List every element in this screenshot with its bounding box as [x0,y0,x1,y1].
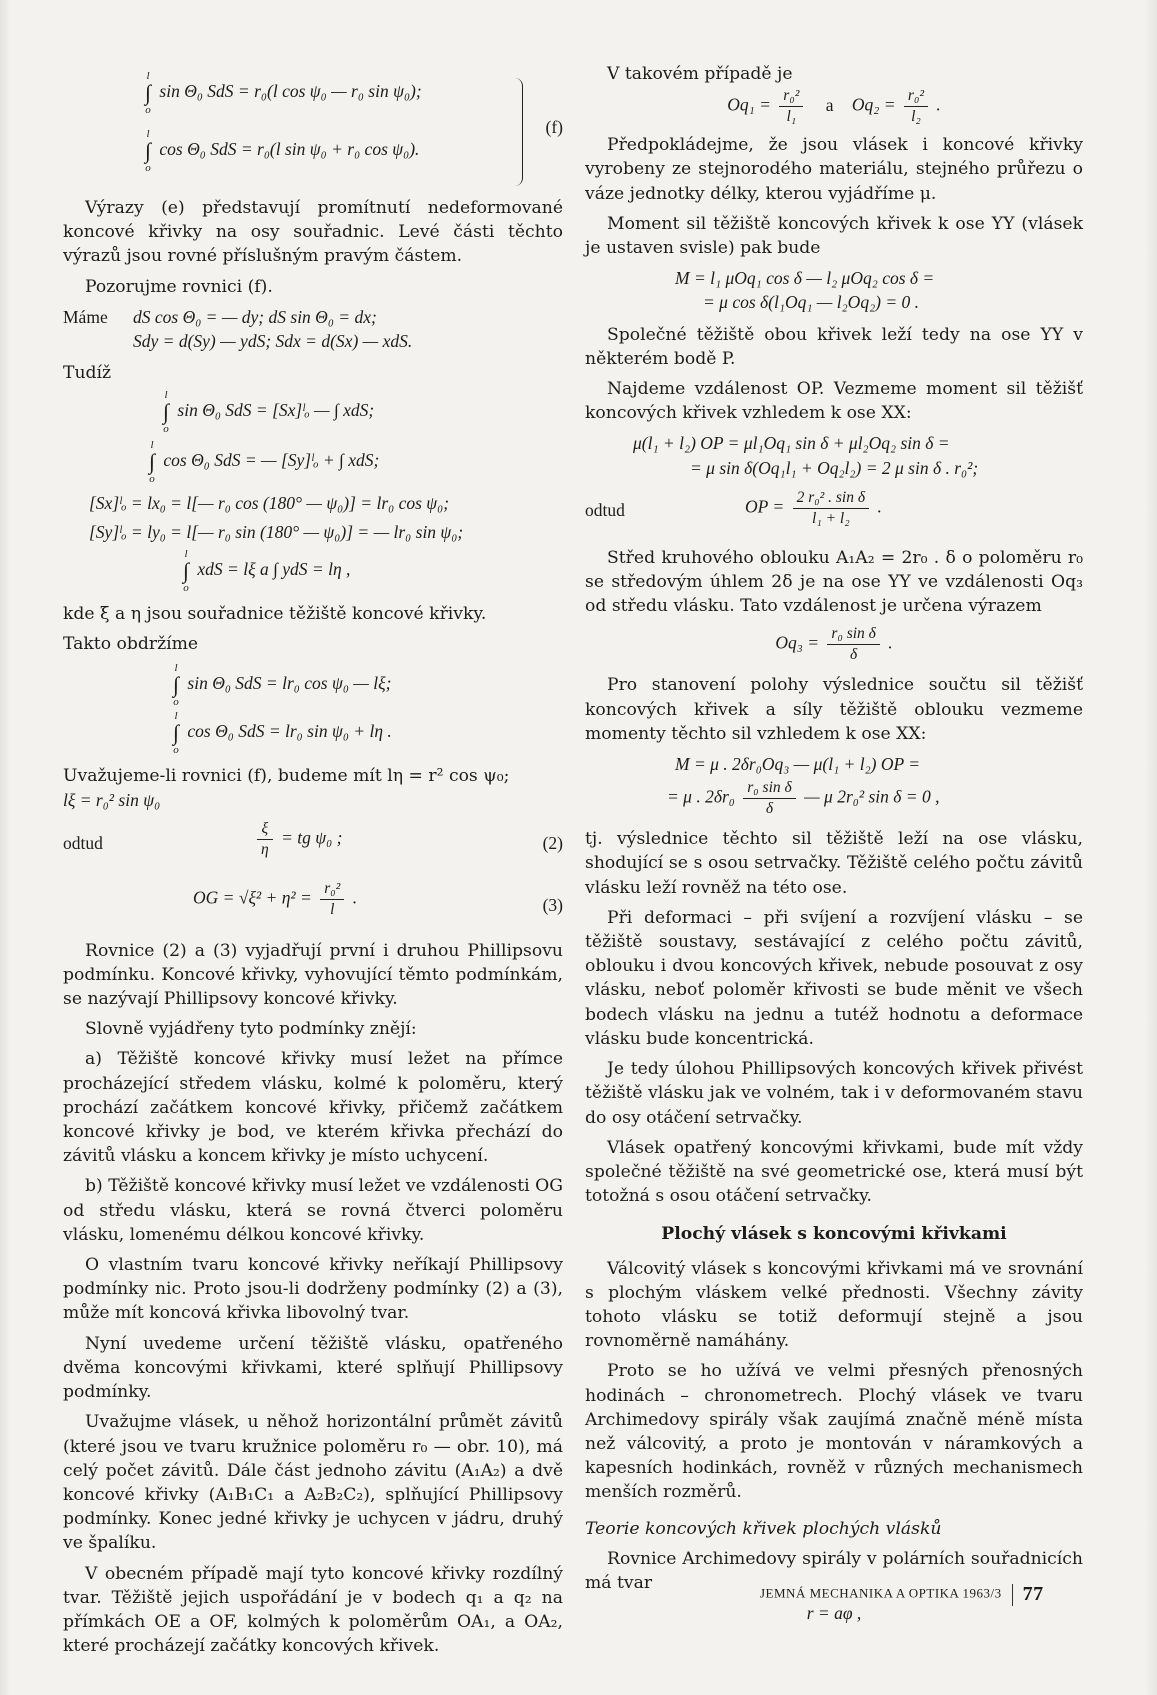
equation-line: sin Θ₀ SdS = lr₀ cos ψ₀ — lξ; [187,673,392,694]
equation-obtain [63,662,563,756]
equation-moment-yy [585,266,1083,314]
equation-tag-f: (f) [545,117,563,137]
equation-line: cos Θ₀ SdS = — [Sy]ˡₒ + ∫ xdS; [163,450,380,471]
paragraph: Proto se ho užívá ve velmi přesných přenosných hodinách – chronometrech. Plochý vlásek ve tvaru Archimedovy spirály však zaujímá značně méně místa než válcovitý, a proto je montován v náramkových a kapesních hodinkách, rovněž v různých mechanismech menších rozměrů. [585,1361,1083,1503]
paragraph: Pro stanovení polohy výslednice součtu sil těžišť koncových křivek a síly těžiště oblouku vezmeme momenty těchto sil vzhledem k ose XX: [585,675,1083,744]
page-edge-left [0,0,10,1695]
equation-3: OG = √ξ² + η² = $\frac{\text{r₀²}}{l}$ . (3) [193,879,563,918]
equation-line: OG = √ξ² + η² = [193,887,312,908]
integral-sign: l ∫ o [145,70,152,116]
paragraph: Moment sil těžiště koncových křivek k ose YY (vlásek je ustaven svisle) pak bude [585,213,1083,259]
equation-line: [Sy]ˡₒ = ly₀ = l[— r₀ sin (180° — ψ₀)] = — lr₀ sin ψ₀; [89,521,464,542]
paragraph: V takovém případě je [607,64,793,84]
equation-line: Oq₁ = [727,94,771,115]
paragraph: Střed kruhového oblouku A₁A₂ = 2r₀ . δ o poloměru r₀ se středovým úhlem 2δ je na ose YY ve vzdálenosti Oq₃ od středu vlásku. Tato vzdálenost je určena výrazem [585,547,1083,617]
fraction: $\frac{\text{r₀ sin δ}}{\delta}$ [743,778,795,819]
paragraph: b) Těžiště koncové křivky musí ležet ve vzdálenosti OG od středu vlásku, která se rovná čtverci poloměru vlásku, lomenému délkou koncové křivky. [63,1176,563,1245]
integral-sign: l ∫ o [163,389,170,436]
equation-f [63,70,563,188]
paragraph: Válcovitý vlásek s koncovými křivkami má ve srovnání s plochým vláskem velké přednosti. Všechny závity tohoto vlásku se totiž deformují stejně a jsou rovnoměrně namáhány. [585,1258,1083,1352]
equation-line: μ(l₁ + l₂) OP = μl₁Oq₁ sin δ + μl₂Oq₂ sin δ = [633,433,950,454]
equation-moment-xx [585,752,1083,819]
paragraph: Předpokládejme, že jsou vlásek i koncové křivky vyrobeny ze stejnorodého materiálu, stejného průřezu o váze jednotky délky, kterou vyjádříme μ. [585,135,1083,204]
section-heading: Plochý vlásek s koncovými křivkami [661,1224,1007,1245]
paragraph: Nyní uvedeme určení těžiště vlásku, opatřeného dvěma koncovými křivkami, které splňují Phillipsovy podmínky. [63,1333,563,1403]
equation-line: = μ cos δ(l₁Oq₁ — l₂Oq₂) = 0 . [703,292,920,313]
equation-line: a [825,94,834,115]
integral-sign: l ∫ o [173,710,180,757]
paragraph: Při deformaci – při svíjení a rozvíjení vlásku – se těžiště soustavy, sestávající z celého počtu závitů, oblouku i dvou koncových křivek, nebude posouvat z osy vlásku, neboť poloměr křivosti se bude měnit ve všech bodech vlásku na jednu a tutéž hodnotu a deformace vlásku bude koncentrická. [585,907,1083,1049]
paragraph: Výrazy (e) představují promítnutí nedeformované koncové křivky na osy souřadnic. Levé části těchto výrazů jsou rovné příslušným pravým částem. [63,198,563,267]
paragraph: Uvažujme vlásek, u něhož horizontální průmět závitů (které jsou ve tvaru kružnice poloměru r₀ — obr. 10), má celý počet závitů. Dále část jednoho závitu (A₁A₂) a dvě koncové křivky (A₁B₁C₁ a A₂B₂C₂), splňující Phillipsovy podmínky. Konec jedné křivky je uchycen v jádru, druhý ve špalíku. [63,1412,563,1554]
integral-sign: l ∫ o [149,439,156,486]
page-number: 77 [1022,1583,1044,1605]
equation-tudiz [63,389,563,593]
paragraph: Slovně vyjádřeny tyto podmínky znějí: [85,1019,417,1040]
equation-line: [Sx]ˡₒ = lx₀ = l[— r₀ cos (180° — ψ₀)] = lr₀ cos ψ₀; [89,493,450,514]
equation-line: Oq₂ = [851,94,896,115]
equation-line: sin Θ₀ SdS = [Sx]ˡₒ — ∫ xdS; [177,400,375,421]
fraction: $\frac{\text{r₀²}}{\text{l₂}}$ [904,86,928,127]
integral-sign: l ∫ o [173,662,180,709]
equation-oq3: Oq₃ = $\frac{\text{r₀ sin δ}}{\delta}$ . [775,625,893,664]
fraction: $\frac{\text{r₀ sin δ}}{\delta}$ [827,624,879,665]
fraction: $\frac{\text{r₀²}}{l}$ [320,879,344,920]
paragraph: Vlásek opatřený koncovými křivkami, bude mít vždy společné těžiště na své geometrické ose, která musí být totožná s osou otáčení setrvačky. [585,1137,1083,1207]
fraction: $\frac{\text{r₀²}}{\text{l₁}}$ [779,86,803,127]
paragraph: O vlastním tvaru koncové křivky neříkají Phillipsovy podmínky nic. Proto jsou-li dodrženy podmínky (2) a (3), může mít koncová křivka libovolný tvar. [63,1255,563,1324]
paragraph: Je tedy úlohou Phillipsových koncových křivek přivést těžiště vlásku jak ve volném, tak i v deformovaném stavu do osy otáčení setrvačky. [585,1059,1083,1128]
paragraph: Najdeme vzdálenost OP. Vezmeme moment sil těžišť koncových křivek vzhledem k ose XX: [585,379,1083,424]
equation-case: Oq₁ = $\frac{\text{r₀²}}{\text{l₁}}$ a Oq₂ = $\frac{\text{r₀²}}{\text{l₂}}$ . [727,87,941,126]
paragraph: kde ξ a η jsou souřadnice těžiště koncové křivky. [63,603,487,624]
equation-line: M = l₁ μOq₁ cos δ — l₂ μOq₂ cos δ = [675,268,935,289]
paragraph: a) Těžiště koncové křivky musí ležet na přímce procházející středem vlásku, kolmé k poloměru, který prochází začátkem koncové křivky, přičemž začátkem koncové křivky je bod, ve kterém křivka přechází do závitů vlásku a koncem křivky je místo uchycení. [63,1049,563,1167]
equation-tag-3: (3) [542,894,563,915]
page-footer [760,1583,1044,1606]
equation-line: OP = [745,496,785,517]
equation-tag-2: (2) [542,832,563,853]
footer-divider [1012,1584,1013,1606]
equation-line: cos Θ₀ SdS = lr₀ sin ψ₀ + lη . [187,721,392,742]
label-mame: Máme [63,306,108,327]
paragraph: Rovnice (2) a (3) vyjadřují první i druhou Phillipsovu podmínku. Koncové křivky, vyhovující těmto podmínkám, se nazývají Phillipsovy koncové křivky. [63,940,563,1010]
page-edge-right [1145,0,1157,1695]
equation-mame [63,305,563,353]
equation-line: Oq₃ = [775,632,820,653]
paragraph: V obecném případě mají tyto koncové křivky rozdílný tvar. Těžiště jejich uspořádání je v bodech q₁ a q₂ na přímkách OE a OF, kolmých k poloměrům OA₁, a OA₂, které procházejí začátky koncových křivek. [63,1563,563,1657]
equation-spiral: r = aφ , [806,1603,862,1624]
equation-f-line1: sin Θ₀ SdS = r₀(l cos ψ₀ — r₀ sin ψ₀); [159,81,422,102]
integral-sign: l ∫ o [183,547,190,594]
fraction: $\frac{\xi}{\eta}$ [257,819,273,860]
equation-line: M = μ . 2δr₀Oq₃ — μ(l₁ + l₂) OP = [675,754,921,775]
right-column [585,62,1083,1633]
equation-line: dS cos Θ₀ = — dy; dS sin Θ₀ = dx; [133,306,377,327]
equation-op [585,431,1083,479]
equation-line: lξ = r₀² sin ψ₀ [63,790,161,811]
paragraph: Pozorujme rovnici (f). [85,276,273,297]
label-tudiz: Tudíž [63,363,112,384]
equation-2 [63,819,563,867]
equation-line: — μ 2r₀² sin δ = 0 , [804,786,940,807]
integral-sign: l ∫ o [145,128,152,174]
subsection-heading: Teorie koncových křivek plochých vlásků [585,1518,942,1539]
equation-f-line2: cos Θ₀ SdS = r₀(l sin ψ₀ + r₀ cos ψ₀). [159,139,420,160]
fraction: $\frac{\text{2 r₀² . sin δ}}{\text{l₁ + l₂}}$ [793,488,870,529]
label-odtud: odtud [63,832,103,853]
brace [512,78,523,186]
paragraph: Uvažujeme-li rovnici (f), budeme mít lη = r² cos ψ₀; [63,766,510,787]
paragraph: Rovnice Archimedovy spirály v polárních souřadnicích má tvar [585,1548,1083,1593]
paragraph: Společné těžiště obou křivek leží tedy na ose YY v některém bodě P. [585,324,1083,369]
equation-line: = tg ψ₀ ; [281,827,343,848]
equation-line: xdS = lξ a ∫ ydS = lη , [197,558,351,579]
paragraph: tj. výslednice těchto sil těžiště leží na ose vlásku, shodující se s osou setrvačky. Těžiště celého počtu závitů vlásku leží rovněž na této ose. [585,829,1083,898]
equation-op-result: odtud OP = $\frac{\text{2 r₀² . sin δ}}{\text{l₁ + l₂}}$ . [585,488,882,527]
equation-line: Sdy = d(Sy) — ydS; Sdx = d(Sx) — xdS. [133,331,413,352]
equation-line: = μ . 2δr₀ [667,786,735,807]
label-odtud: odtud [585,499,625,520]
equation-line: = μ sin δ(Oq₁l₁ + Oq₂l₂) = 2 μ sin δ . r₀²; [690,457,979,478]
left-column [63,62,563,1664]
paragraph: Takto obdržíme [63,634,199,655]
journal-name: JEMNÁ MECHANIKA A OPTIKA 1963/3 [760,1585,1002,1601]
